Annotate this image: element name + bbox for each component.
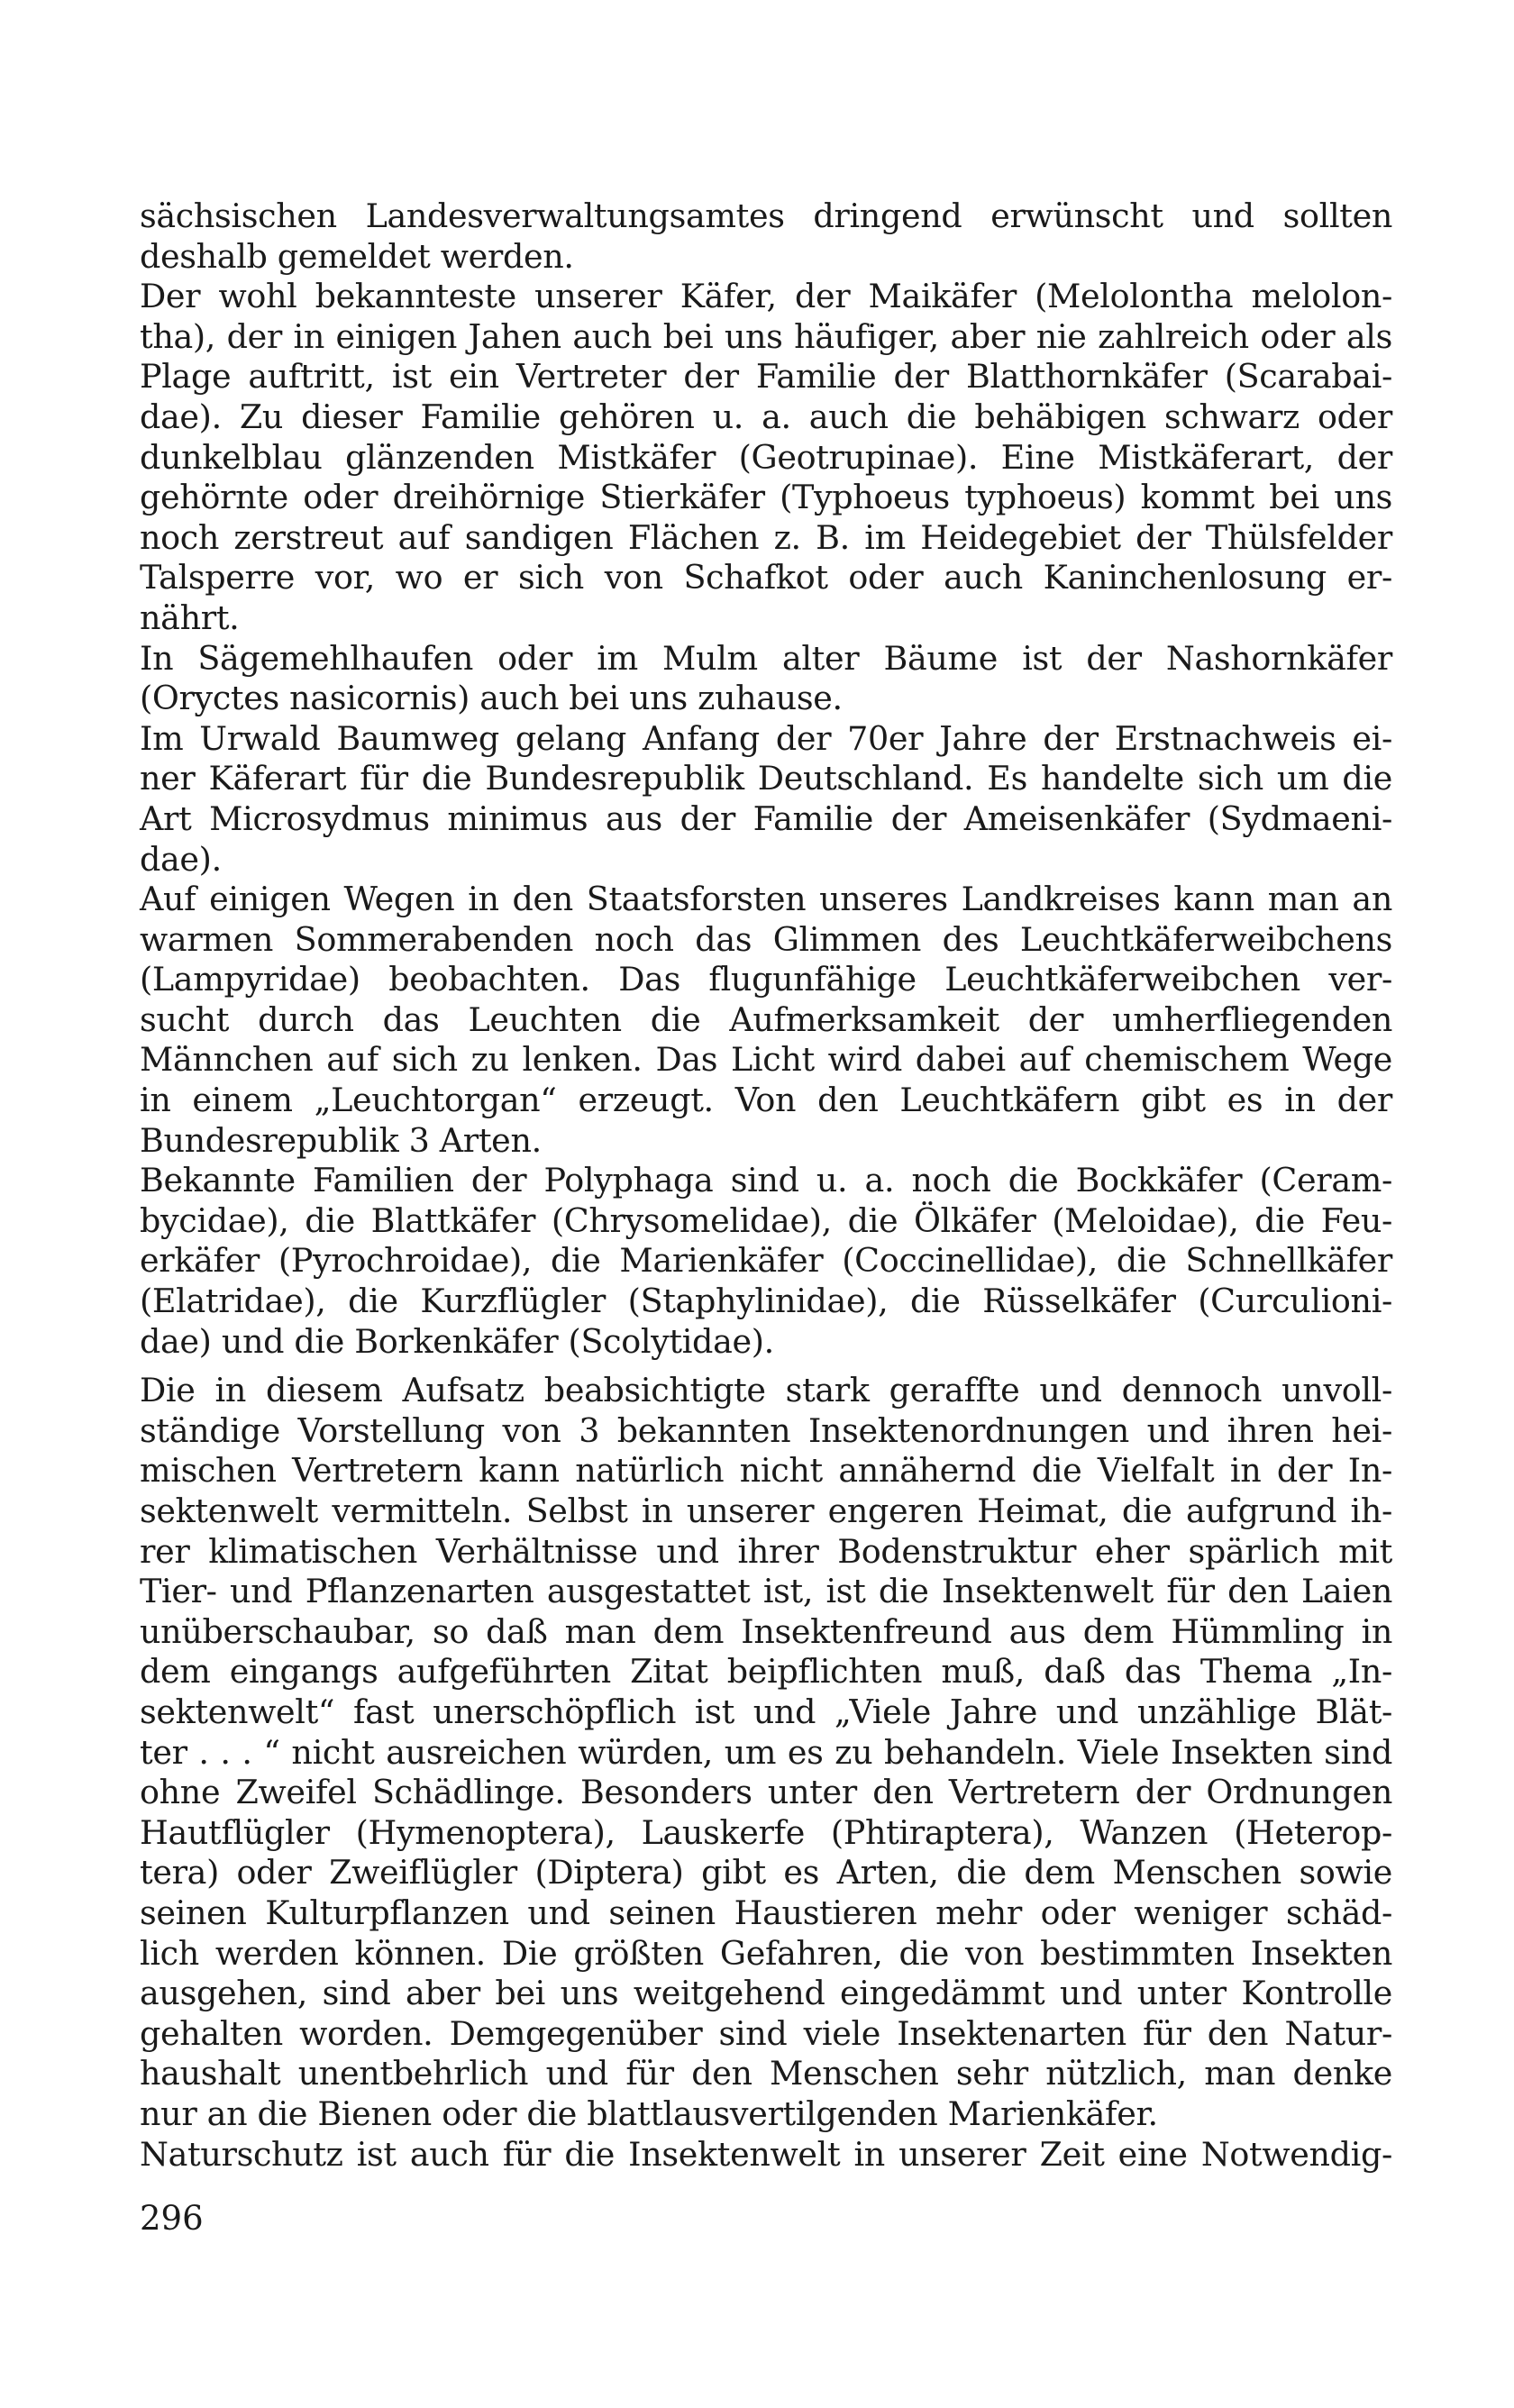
text-line: In Sägemehlhaufen oder im Mulm alter Bäume ist der Nashornkäfer: [140, 638, 1392, 678]
text-line: Tier- und Pflanzenarten ausgestattet ist, ist die Insektenwelt für den Laien: [140, 1572, 1392, 1611]
text-line: tha), der in einigen Jahen auch bei uns häufiger, aber nie zahlreich oder als: [140, 316, 1392, 356]
paragraph: [140, 719, 1392, 880]
text-line: seinen Kulturpflanzen und seinen Haustieren mehr oder weniger schäd-: [140, 1893, 1392, 1932]
text-line: dunkelblau glänzenden Mistkäfer (Geotrupinae). Eine Mistkäferart, der: [140, 437, 1392, 477]
text-line: dae). Zu dieser Familie gehören u. a. auch die behäbigen schwarz oder: [140, 397, 1392, 436]
text-line: Hautflügler (Hymenoptera), Lauskerfe (Phtiraptera), Wanzen (Heterop-: [140, 1812, 1392, 1852]
paragraph: [140, 639, 1392, 719]
text-line: deshalb gemeldet werden.: [140, 236, 574, 276]
text-line: Die in diesem Aufsatz beabsichtigte stark geraffte und dennoch unvoll-: [140, 1371, 1392, 1410]
page-text: [140, 196, 1392, 2175]
text-line: dem eingangs aufgeführten Zitat beipflichten muß, daß das Thema „In-: [140, 1652, 1392, 1692]
text-line: Art Microsydmus minimus aus der Familie der Ameisenkäfer (Sydmaeni-: [140, 798, 1392, 838]
text-line: unüberschaubar, so daß man dem Insektenfreund aus dem Hümmling in: [140, 1611, 1392, 1651]
paragraph: [140, 277, 1392, 638]
text-line: Bundesrepublik 3 Arten.: [140, 1120, 542, 1160]
text-line: dae) und die Borkenkäfer (Scolytidae).: [140, 1321, 774, 1361]
text-line: lich werden können. Die größten Gefahren, die von bestimmten Insekten: [140, 1933, 1392, 1973]
text-line: ständige Vorstellung von 3 bekannten Insektenordnungen und ihren hei-: [140, 1410, 1392, 1450]
text-line: ter . . . “ nicht ausreichen würden, um es zu behandeln. Viele Insekten sind: [140, 1732, 1392, 1772]
text-line: rer klimatischen Verhältnisse und ihrer Bodenstruktur eher spärlich mit: [140, 1531, 1392, 1571]
text-line: Männchen auf sich zu lenken. Das Licht wird dabei auf chemischem Wege: [140, 1040, 1392, 1080]
text-line: tera) oder Zweiflügler (Diptera) gibt es Arten, die dem Menschen sowie: [140, 1853, 1392, 1893]
text-line: nährt.: [140, 597, 240, 637]
paragraph: [140, 1161, 1392, 1362]
text-line: ner Käferart für die Bundesrepublik Deutschland. Es handelte sich um die: [140, 759, 1392, 798]
text-line: sächsischen Landesverwaltungsamtes dringend erwünscht und sollten: [140, 196, 1392, 235]
text-line: ausgehen, sind aber bei uns weitgehend eingedämmt und unter Kontrolle: [140, 1974, 1392, 2013]
paragraph: [140, 196, 1392, 277]
text-line: (Elatridae), die Kurzflügler (Staphylinidae), die Rüsselkäfer (Curculioni-: [140, 1282, 1392, 1321]
text-line: haushalt unentbehrlich und für den Menschen sehr nützlich, man denke: [140, 2054, 1392, 2093]
text-line: Der wohl bekannteste unserer Käfer, der Maikäfer (Melolontha melolon-: [140, 277, 1392, 316]
paragraph: [140, 2135, 1392, 2175]
text-line: (Lampyridae) beobachten. Das flugunfähige Leuchtkäferweibchen ver-: [140, 960, 1392, 999]
text-line: nur an die Bienen oder die blattlausvertilgenden Marienkäfer.: [140, 2093, 1158, 2133]
page-number: 296: [140, 2199, 204, 2238]
text-line: sektenwelt vermitteln. Selbst in unserer engeren Heimat, die aufgrund ih-: [140, 1491, 1392, 1530]
text-line: Naturschutz ist auch für die Insektenwelt in unserer Zeit eine Notwendig-: [140, 2134, 1392, 2174]
text-line: sucht durch das Leuchten die Aufmerksamkeit der umherfliegenden: [140, 999, 1392, 1039]
text-line: erkäfer (Pyrochroidae), die Marienkäfer (Coccinellidae), die Schnellkäfer: [140, 1241, 1392, 1281]
text-line: dae).: [140, 839, 222, 879]
text-line: in einem „Leuchtorgan“ erzeugt. Von den Leuchtkäfern gibt es in der: [140, 1081, 1392, 1120]
text-line: warmen Sommerabenden noch das Glimmen des Leuchtkäferweibchens: [140, 919, 1392, 959]
text-line: bycidae), die Blattkäfer (Chrysomelidae), die Ölkäfer (Meloidae), die Feu-: [140, 1200, 1392, 1240]
text-line: sektenwelt“ fast unerschöpflich ist und „Viele Jahre und unzählige Blät-: [140, 1692, 1392, 1731]
text-line: Im Urwald Baumweg gelang Anfang der 70er Jahre der Erstnachweis ei-: [140, 718, 1392, 758]
paragraph: [140, 880, 1392, 1161]
paragraph: [140, 1371, 1392, 2134]
text-line: gehalten worden. Demgegenüber sind viele Insektenarten für den Natur-: [140, 2013, 1392, 2053]
text-line: ohne Zweifel Schädlinge. Besonders unter den Vertretern der Ordnungen: [140, 1773, 1392, 1812]
text-line: noch zerstreut auf sandigen Flächen z. B. im Heidegebiet der Thülsfelder: [140, 517, 1392, 557]
text-line: gehörnte oder dreihörnige Stierkäfer (Typhoeus typhoeus) kommt bei uns: [140, 478, 1392, 517]
text-line: (Oryctes nasicornis) auch bei uns zuhause.: [140, 679, 843, 718]
text-line: Auf einigen Wegen in den Staatsforsten unseres Landkreises kann man an: [140, 880, 1392, 919]
text-line: Plage auftritt, ist ein Vertreter der Familie der Blatthornkäfer (Scarabai-: [140, 357, 1392, 397]
text-line: Talsperre vor, wo er sich von Schafkot oder auch Kaninchenlosung er-: [140, 558, 1392, 597]
text-line: mischen Vertretern kann natürlich nicht annähernd die Vielfalt in der In-: [140, 1451, 1392, 1491]
text-line: Bekannte Familien der Polyphaga sind u. a. noch die Bockkäfer (Ceram-: [140, 1161, 1392, 1200]
